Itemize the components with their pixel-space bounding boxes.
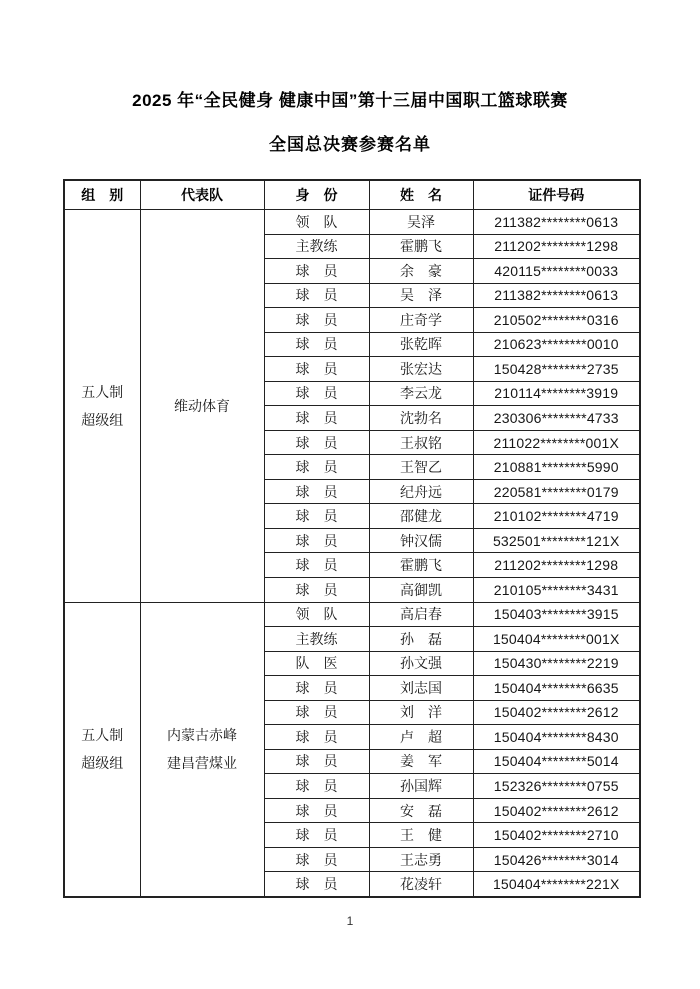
id-cell: 150430********2219 xyxy=(473,651,640,676)
role-cell: 球 员 xyxy=(264,872,369,897)
role-cell: 球 员 xyxy=(264,528,369,553)
role-cell: 球 员 xyxy=(264,259,369,284)
role-cell: 队 医 xyxy=(264,651,369,676)
group-cell: 五人制 超级组 xyxy=(64,210,140,603)
id-cell: 211202********1298 xyxy=(473,234,640,259)
name-cell: 王志勇 xyxy=(369,847,473,872)
header-cell-id: 证件号码 xyxy=(473,180,640,210)
role-cell: 球 员 xyxy=(264,479,369,504)
id-cell: 150404********6635 xyxy=(473,676,640,701)
id-cell: 150402********2710 xyxy=(473,823,640,848)
role-cell: 球 员 xyxy=(264,749,369,774)
name-cell: 张宏达 xyxy=(369,357,473,382)
name-cell: 李云龙 xyxy=(369,381,473,406)
id-cell: 211202********1298 xyxy=(473,553,640,578)
role-cell: 球 员 xyxy=(264,700,369,725)
id-cell: 210105********3431 xyxy=(473,577,640,602)
role-cell: 球 员 xyxy=(264,798,369,823)
name-cell: 安 磊 xyxy=(369,798,473,823)
role-cell: 球 员 xyxy=(264,725,369,750)
id-cell: 532501********121X xyxy=(473,528,640,553)
team-cell: 维动体育 xyxy=(140,210,264,603)
name-cell: 王智乙 xyxy=(369,455,473,480)
role-cell: 球 员 xyxy=(264,455,369,480)
team-cell: 内蒙古赤峰 建昌营煤业 xyxy=(140,602,264,897)
id-cell: 150404********001X xyxy=(473,627,640,652)
name-cell: 张乾晖 xyxy=(369,332,473,357)
name-cell: 高御凯 xyxy=(369,577,473,602)
id-cell: 150402********2612 xyxy=(473,798,640,823)
name-cell: 霍鹏飞 xyxy=(369,234,473,259)
name-cell: 吴泽 xyxy=(369,210,473,235)
id-cell: 150404********221X xyxy=(473,872,640,897)
id-cell: 420115********0033 xyxy=(473,259,640,284)
header-cell-name: 姓 名 xyxy=(369,180,473,210)
role-cell: 球 员 xyxy=(264,553,369,578)
id-cell: 152326********0755 xyxy=(473,774,640,799)
name-cell: 王 健 xyxy=(369,823,473,848)
role-cell: 球 员 xyxy=(264,577,369,602)
id-cell: 211382********0613 xyxy=(473,283,640,308)
id-cell: 150426********3014 xyxy=(473,847,640,872)
document-subtitle: 全国总决赛参赛名单 xyxy=(269,135,431,154)
id-cell: 210881********5990 xyxy=(473,455,640,480)
id-cell: 210502********0316 xyxy=(473,308,640,333)
name-cell: 卢 超 xyxy=(369,725,473,750)
name-cell: 王叔铭 xyxy=(369,430,473,455)
role-cell: 球 员 xyxy=(264,332,369,357)
id-cell: 211022********001X xyxy=(473,430,640,455)
role-cell: 主教练 xyxy=(264,234,369,259)
name-cell: 庄奇学 xyxy=(369,308,473,333)
header-cell-team: 代表队 xyxy=(140,180,264,210)
roster-table xyxy=(63,179,641,898)
role-cell: 球 员 xyxy=(264,676,369,701)
id-cell: 150404********5014 xyxy=(473,749,640,774)
role-cell: 球 员 xyxy=(264,774,369,799)
name-cell: 余 豪 xyxy=(369,259,473,284)
group-cell: 五人制 超级组 xyxy=(64,602,140,897)
role-cell: 球 员 xyxy=(264,430,369,455)
name-cell: 高启春 xyxy=(369,602,473,627)
name-cell: 孙国辉 xyxy=(369,774,473,799)
table-header-row xyxy=(64,180,640,210)
role-cell: 球 员 xyxy=(264,381,369,406)
role-cell: 球 员 xyxy=(264,308,369,333)
id-cell: 210114********3919 xyxy=(473,381,640,406)
document-title: 2025 年“全民健身 健康中国”第十三届中国职工篮球联赛 xyxy=(132,91,568,110)
role-cell: 领 队 xyxy=(264,602,369,627)
name-cell: 刘志国 xyxy=(369,676,473,701)
name-cell: 姜 军 xyxy=(369,749,473,774)
role-cell: 主教练 xyxy=(264,627,369,652)
name-cell: 吴 泽 xyxy=(369,283,473,308)
name-cell: 邵健龙 xyxy=(369,504,473,529)
page-number: 1 xyxy=(346,914,354,928)
name-cell: 孙 磊 xyxy=(369,627,473,652)
role-cell: 球 员 xyxy=(264,847,369,872)
id-cell: 150428********2735 xyxy=(473,357,640,382)
id-cell: 220581********0179 xyxy=(473,479,640,504)
id-cell: 230306********4733 xyxy=(473,406,640,431)
role-cell: 球 员 xyxy=(264,357,369,382)
name-cell: 花凌轩 xyxy=(369,872,473,897)
id-cell: 150404********8430 xyxy=(473,725,640,750)
id-cell: 210623********0010 xyxy=(473,332,640,357)
id-cell: 150402********2612 xyxy=(473,700,640,725)
table-row xyxy=(64,210,640,235)
name-cell: 沈勃名 xyxy=(369,406,473,431)
id-cell: 210102********4719 xyxy=(473,504,640,529)
header-cell-role: 身 份 xyxy=(264,180,369,210)
id-cell: 211382********0613 xyxy=(473,210,640,235)
id-cell: 150403********3915 xyxy=(473,602,640,627)
name-cell: 霍鹏飞 xyxy=(369,553,473,578)
table-body xyxy=(64,210,640,898)
name-cell: 孙文强 xyxy=(369,651,473,676)
table-row xyxy=(64,602,640,627)
name-cell: 纪舟远 xyxy=(369,479,473,504)
role-cell: 球 员 xyxy=(264,504,369,529)
name-cell: 刘 洋 xyxy=(369,700,473,725)
role-cell: 球 员 xyxy=(264,283,369,308)
role-cell: 领 队 xyxy=(264,210,369,235)
header-cell-group: 组 别 xyxy=(64,180,140,210)
name-cell: 钟汉儒 xyxy=(369,528,473,553)
role-cell: 球 员 xyxy=(264,823,369,848)
role-cell: 球 员 xyxy=(264,406,369,431)
